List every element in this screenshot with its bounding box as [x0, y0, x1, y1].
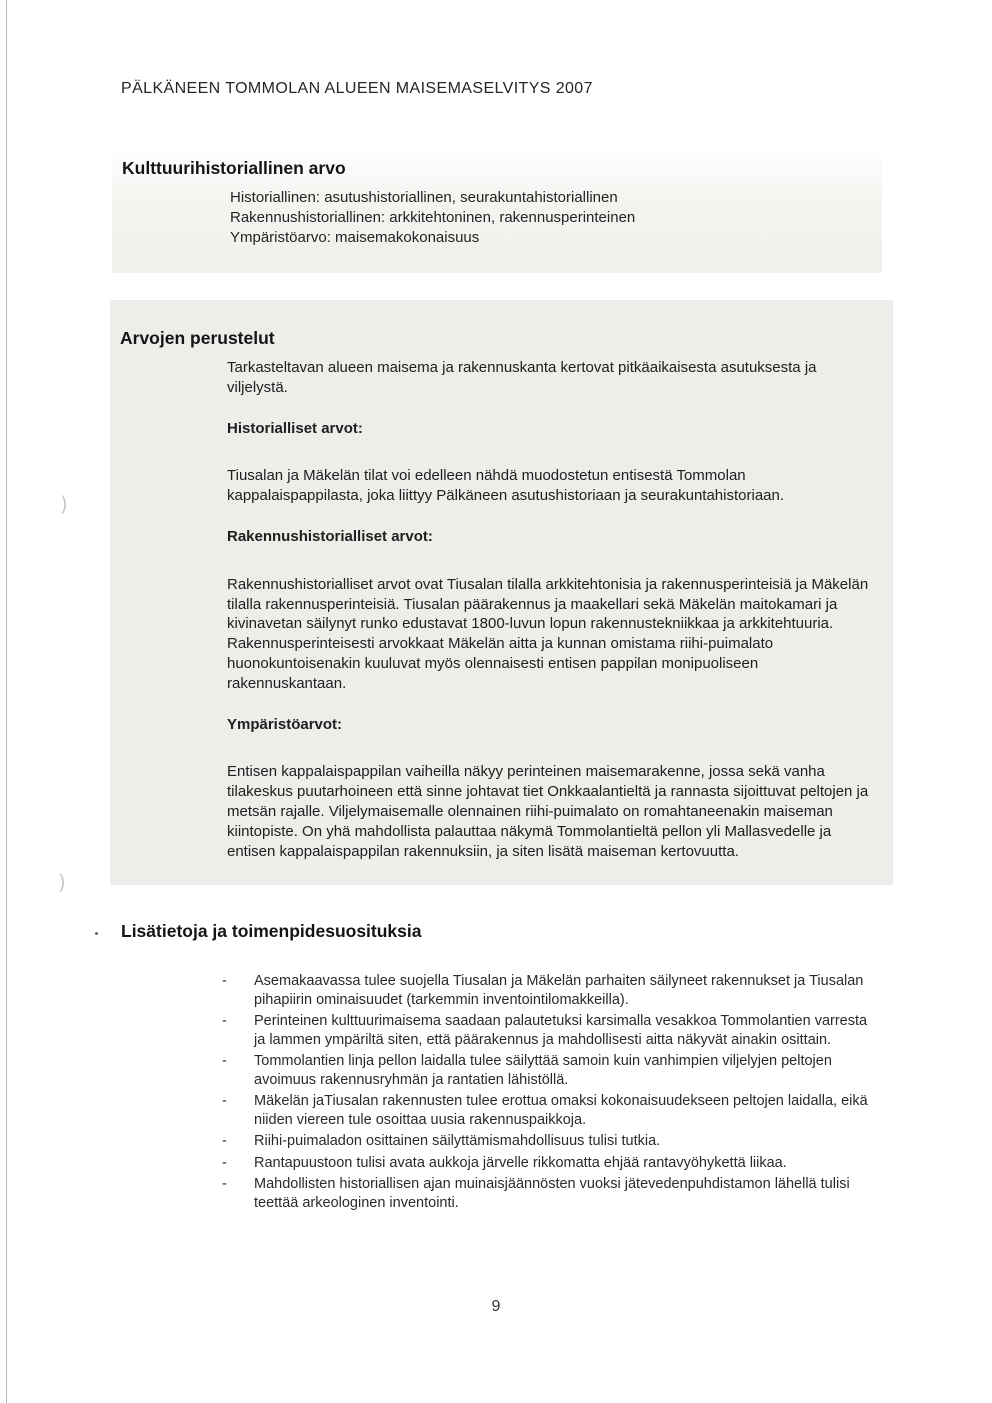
justification-intro: Tarkasteltavan alueen maisema ja rakennuskanta kertovat pitkäaikaisesta asutuksesta ja viljelystä. [227, 359, 817, 396]
recommendation-text: Riihi-puimaladon osittainen säilyttämismahdollisuus tulisi tutkia. [254, 1133, 661, 1149]
dash-marker: - [222, 1093, 227, 1109]
recommendations-title: Lisätietoja ja toimenpidesuosituksia [121, 921, 422, 941]
dash-marker: - [222, 1176, 227, 1192]
dash-marker: - [222, 1053, 227, 1069]
cultural-value-line: Ympäristöarvo: maisemakokonaisuus [230, 229, 480, 246]
scan-margin-line [6, 0, 7, 1403]
dash-marker: - [222, 1133, 227, 1149]
recommendation-item [222, 1154, 878, 1173]
justification-section [110, 300, 893, 885]
architectural-heading: Rakennushistorialliset arvot: [227, 527, 433, 545]
binder-hole-mark: ) [60, 492, 68, 516]
recommendation-item [222, 1092, 878, 1129]
recommendation-text: Asemakaavassa tulee suojella Tiusalan ja Mäkelän parhaiten säilyneet rakennukset ja Tiusalan pihapiirin ominaisuudet (tarkemmin inventointilomakkeilla). [254, 973, 864, 1008]
recommendation-text: Perinteinen kulttuurimaisema saadaan palautetuksi karsimalla vesakkoa Tommolantien varresta ja lammen ympäriltä siten, että päärakennus ja mahdollisesti aitta näkyvät ainakin osittain. [254, 1013, 868, 1048]
justification-body [227, 358, 872, 861]
margin-dot [95, 932, 98, 935]
environmental-text: Entisen kappalaispappilan vaiheilla näkyy perinteinen maisemarakenne, jossa sekä vanha tilakeskus puutarhoineen että sinne johtavat tiet Onkkaalantieltä ja rannasta sijoittuvat peltojen ja metsän rajalle. Viljelymaisemalle olennainen riihi-puimalato on romahtaneenakin maiseman kiintopiste. On yhä mahdollista palauttaa näkymä Tommolantieltä pellon yli Mallasvedelle ja entisen kappalaispappilan rakennuksiin, ja siten lisätä maiseman kertovuutta. [227, 763, 869, 860]
cultural-value-title: Kulttuurihistoriallinen arvo [122, 158, 346, 178]
dash-marker: - [222, 973, 227, 989]
historical-text: Tiusalan ja Mäkelän tilat voi edelleen nähdä muodostetun entisestä Tommolan kappalaispappilasta, joka liittyy Pälkäneen asutushistoriaan ja seurakuntahistoriaan. [227, 467, 785, 505]
recommendation-item [222, 972, 878, 1009]
recommendation-item [222, 1052, 878, 1089]
recommendation-item [222, 1132, 878, 1151]
cultural-value-lines [230, 188, 635, 248]
justification-title: Arvojen perustelut [120, 328, 275, 348]
cultural-value-section [112, 148, 882, 273]
recommendations-list [222, 972, 878, 1215]
historical-heading: Historialliset arvot: [227, 419, 363, 437]
binder-hole-mark: ) [58, 870, 66, 894]
recommendation-text: Mäkelän jaTiusalan rakennusten tulee erottua omaksi kokonaisuudekseen peltojen laidalla, eikä niiden viereen tule osoittaa uusia rakennuspaikkoja. [254, 1093, 868, 1128]
recommendation-text: Tommolantien linja pellon laidalla tulee säilyttää samoin kuin vanhimpien viljelyjen peltojen avoimuus rakennusryhmän ja rantatien lähistöllä. [254, 1053, 832, 1088]
dash-marker: - [222, 1013, 227, 1029]
recommendation-item [222, 1175, 878, 1212]
recommendation-item [222, 1012, 878, 1049]
recommendation-text: Mahdollisten historiallisen ajan muinaisjäännösten vuoksi jätevedenpuhdistamon lähellä tulisi teettää arkeologinen inventointi. [254, 1176, 850, 1211]
recommendation-text: Rantapuustoon tulisi avata aukkoja järvelle rikkomatta ehjää rantavyöhykettä liikaa. [254, 1154, 787, 1171]
page-number: 9 [491, 1298, 501, 1315]
document-header: PÄLKÄNEEN TOMMOLAN ALUEEN MAISEMASELVITYS 2007 [121, 80, 593, 97]
architectural-text: Rakennushistorialliset arvot ovat Tiusalan tilalla arkkitehtonisia ja rakennusperinteisiä ja Mäkelän tilalla rakennusperinteisiä. Tiusalan päärakennus ja maakellari sekä Mäkelän maitokamari ja kivinavetan säilynyt runko edustavat 1800-luvun lopun rakennustekniikkaa ja arkkitehtuuria. Rakennusperinteisesti arvokkaat Mäkelän aitta ja kunnan omistama riihi-puimalato huonokuntoisenakin kuuluvat myös olennaisesti entisen pappilan monipuoliseen rakennuskantaan. [227, 575, 869, 692]
cultural-value-line: Rakennushistoriallinen: arkkitehtoninen, rakennusperinteinen [230, 209, 636, 226]
environmental-heading: Ympäristöarvot: [227, 715, 343, 733]
cultural-value-line: Historiallinen: asutushistoriallinen, seurakuntahistoriallinen [230, 189, 618, 206]
dash-marker: - [222, 1154, 227, 1171]
